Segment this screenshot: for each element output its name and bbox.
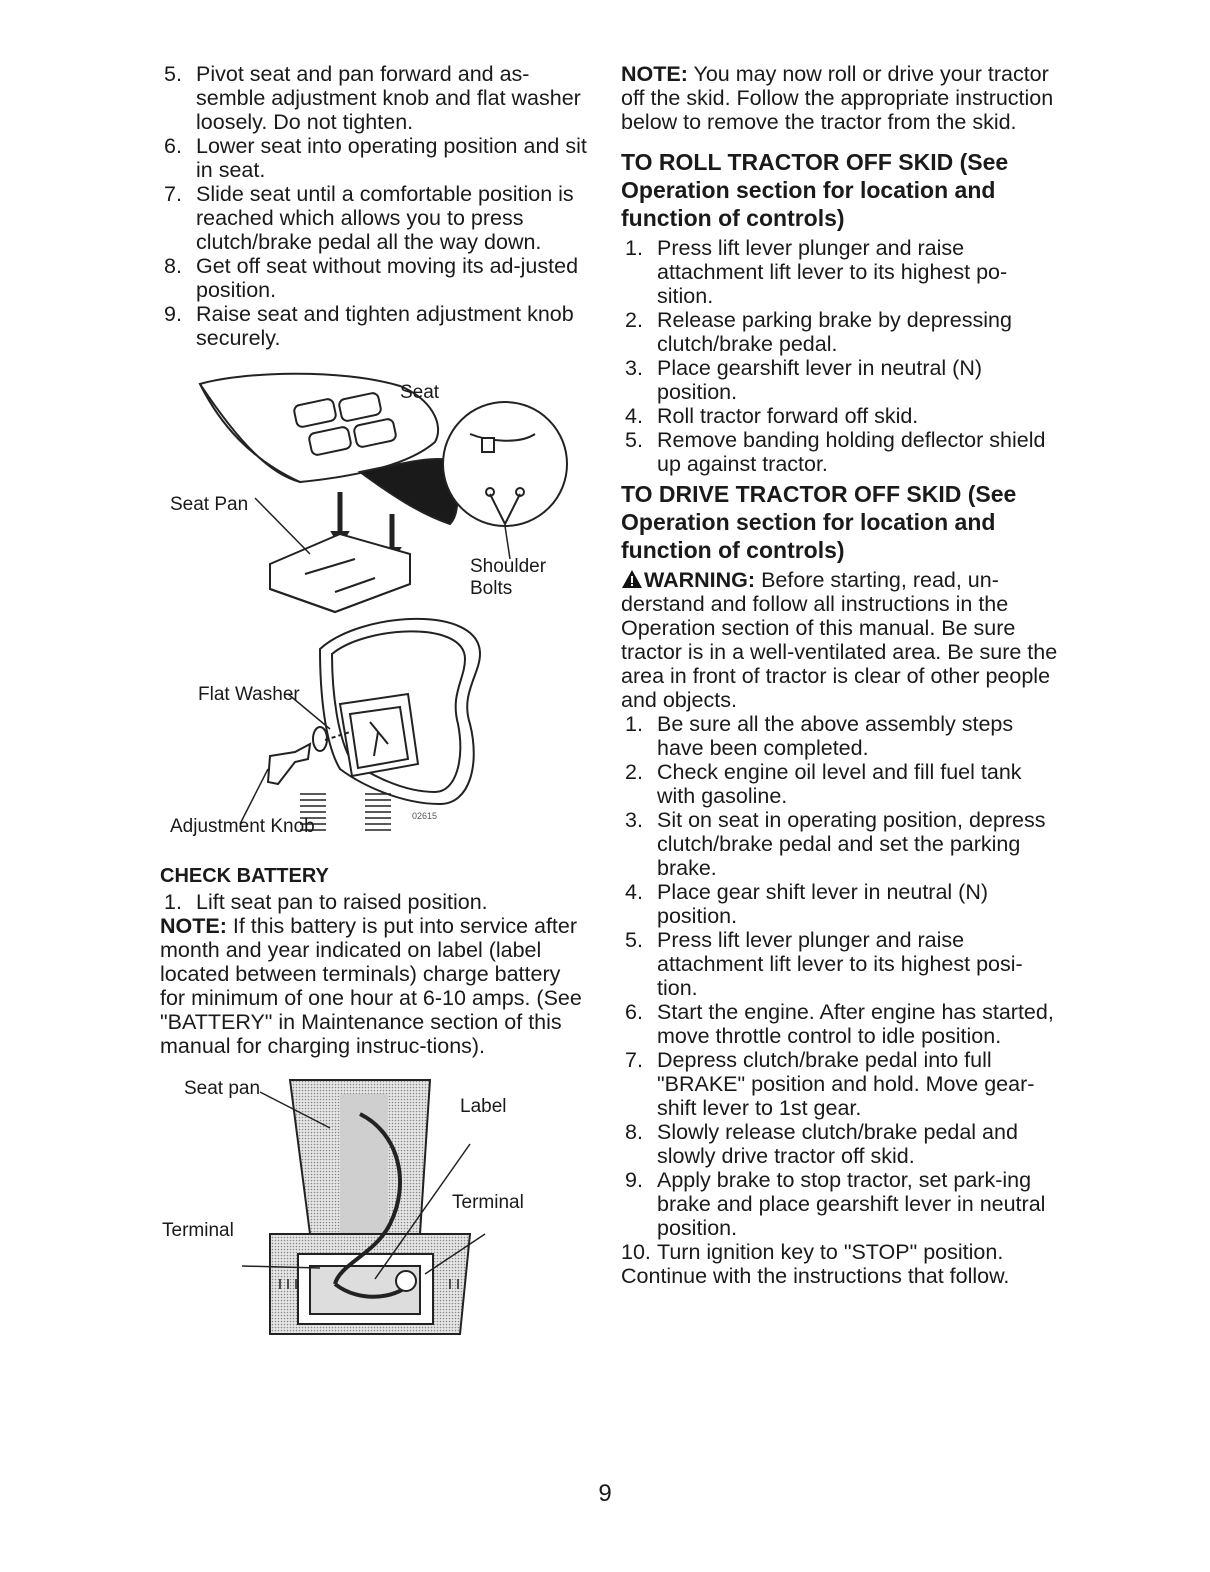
drive-tractor-steps [621,712,1061,1264]
list-item: 1. Lift seat pan to raised position. [164,890,488,914]
list-item: 4. Roll tractor forward off skid. [625,404,919,428]
shoulder-bolts-label: Shoulder Bolts [470,556,547,599]
list-item: 3. Place gearshift lever in neutral (N) position. [625,356,983,404]
list-item: 7. Slide seat until a comfortable position is reached which allows you to press clutch/brake pedal all the way down. [164,182,574,254]
check-battery-heading: CHECK BATTERY [160,865,329,887]
seat-label: Seat [400,382,440,403]
skid-note: NOTE: You may now roll or drive your tractor off the skid. Follow the appropriate instruction below to remove the tractor from the skid. [621,62,1054,134]
terminal-callout-left: Terminal [162,1220,234,1241]
adjustment-knob-label: Adjustment Knob [170,816,315,837]
closing-line: Continue with the instructions that follow. [621,1264,1010,1288]
page-number: 9 [598,1480,612,1507]
drive-tractor-heading: TO DRIVE TRACTOR OFF SKID (See Operation section for location and function of controls) [621,481,1017,563]
label-callout: Label [460,1096,507,1117]
list-item: 5. Remove banding holding deflector shield up against tractor. [625,428,1046,476]
seat-assembly-illustration [160,364,590,844]
figure-code: 02615 [412,811,438,821]
warning-paragraph: WARNING: Before starting, read, un-derstand and follow all instructions in the Operation section of this manual. Be sure tractor is in a well-ventilated area. Be sure the area in front of tractor is clear of other people and objects. [621,568,1058,712]
list-item: 2. Check engine oil level and fill fuel tank with gasoline. [625,760,1022,808]
check-battery-steps [160,890,590,914]
list-item: 1. Press lift lever plunger and raise attachment lift lever to its highest po-sition. [625,236,1008,308]
flat-washer-label: Flat Washer [198,684,300,705]
list-item: 1. Be sure all the above assembly steps have been completed. [625,712,1014,760]
list-item: 6. Start the engine. After engine has started, move throttle control to idle position. [625,1000,1054,1048]
seat-pan-callout: Seat pan [184,1078,261,1099]
seat-adjust-steps [160,62,590,350]
terminal-callout-right: Terminal [452,1192,524,1213]
roll-tractor-steps [621,236,1061,476]
list-item: 10. Turn ignition key to "STOP" position. [621,1240,1004,1264]
list-item: 7. Depress clutch/brake pedal into full "BRAKE" position and hold. Move gear-shift lever to 1st gear. [625,1048,1035,1120]
battery-figure [160,1074,590,1344]
list-item: 3. Sit on seat in operating position, depress clutch/brake pedal and set the parking brake. [625,808,1046,880]
list-item: 8. Get off seat without moving its ad-justed position. [164,254,579,302]
seat-pan-label: Seat Pan [170,494,249,515]
battery-illustration [160,1074,590,1344]
list-item: 4. Place gear shift lever in neutral (N) position. [625,880,989,928]
list-item: 2. Release parking brake by depressing clutch/brake pedal. [625,308,1012,356]
right-column [621,62,1061,1288]
list-item: 5. Press lift lever plunger and raise attachment lift lever to its highest posi-tion. [625,928,1023,1000]
battery-note: NOTE: If this battery is put into service after month and year indicated on label (label located between terminals) charge battery for minimum of one hour at 6-10 amps. (See "BATTERY" in Maintenance section of this manual for charging instruc-tions). [160,914,582,1058]
seat-assembly-figure [160,364,590,844]
warning-icon [621,569,643,589]
roll-tractor-heading: TO ROLL TRACTOR OFF SKID (See Operation section for location and function of controls) [621,149,1009,231]
list-item: 9. Raise seat and tighten adjustment knob securely. [164,302,574,350]
list-item: 9. Apply brake to stop tractor, set park-ing brake and place gearshift lever in neutral position. [625,1168,1046,1240]
list-item: 8. Slowly release clutch/brake pedal and slowly drive tractor off skid. [625,1120,1018,1168]
check-battery-section [160,864,590,1058]
list-item: 5. Pivot seat and pan forward and as-semble adjustment knob and flat washer loosely. Do not tighten. [164,62,581,134]
left-column [160,62,590,1344]
list-item: 6. Lower seat into operating position and sit in seat. [164,134,587,182]
